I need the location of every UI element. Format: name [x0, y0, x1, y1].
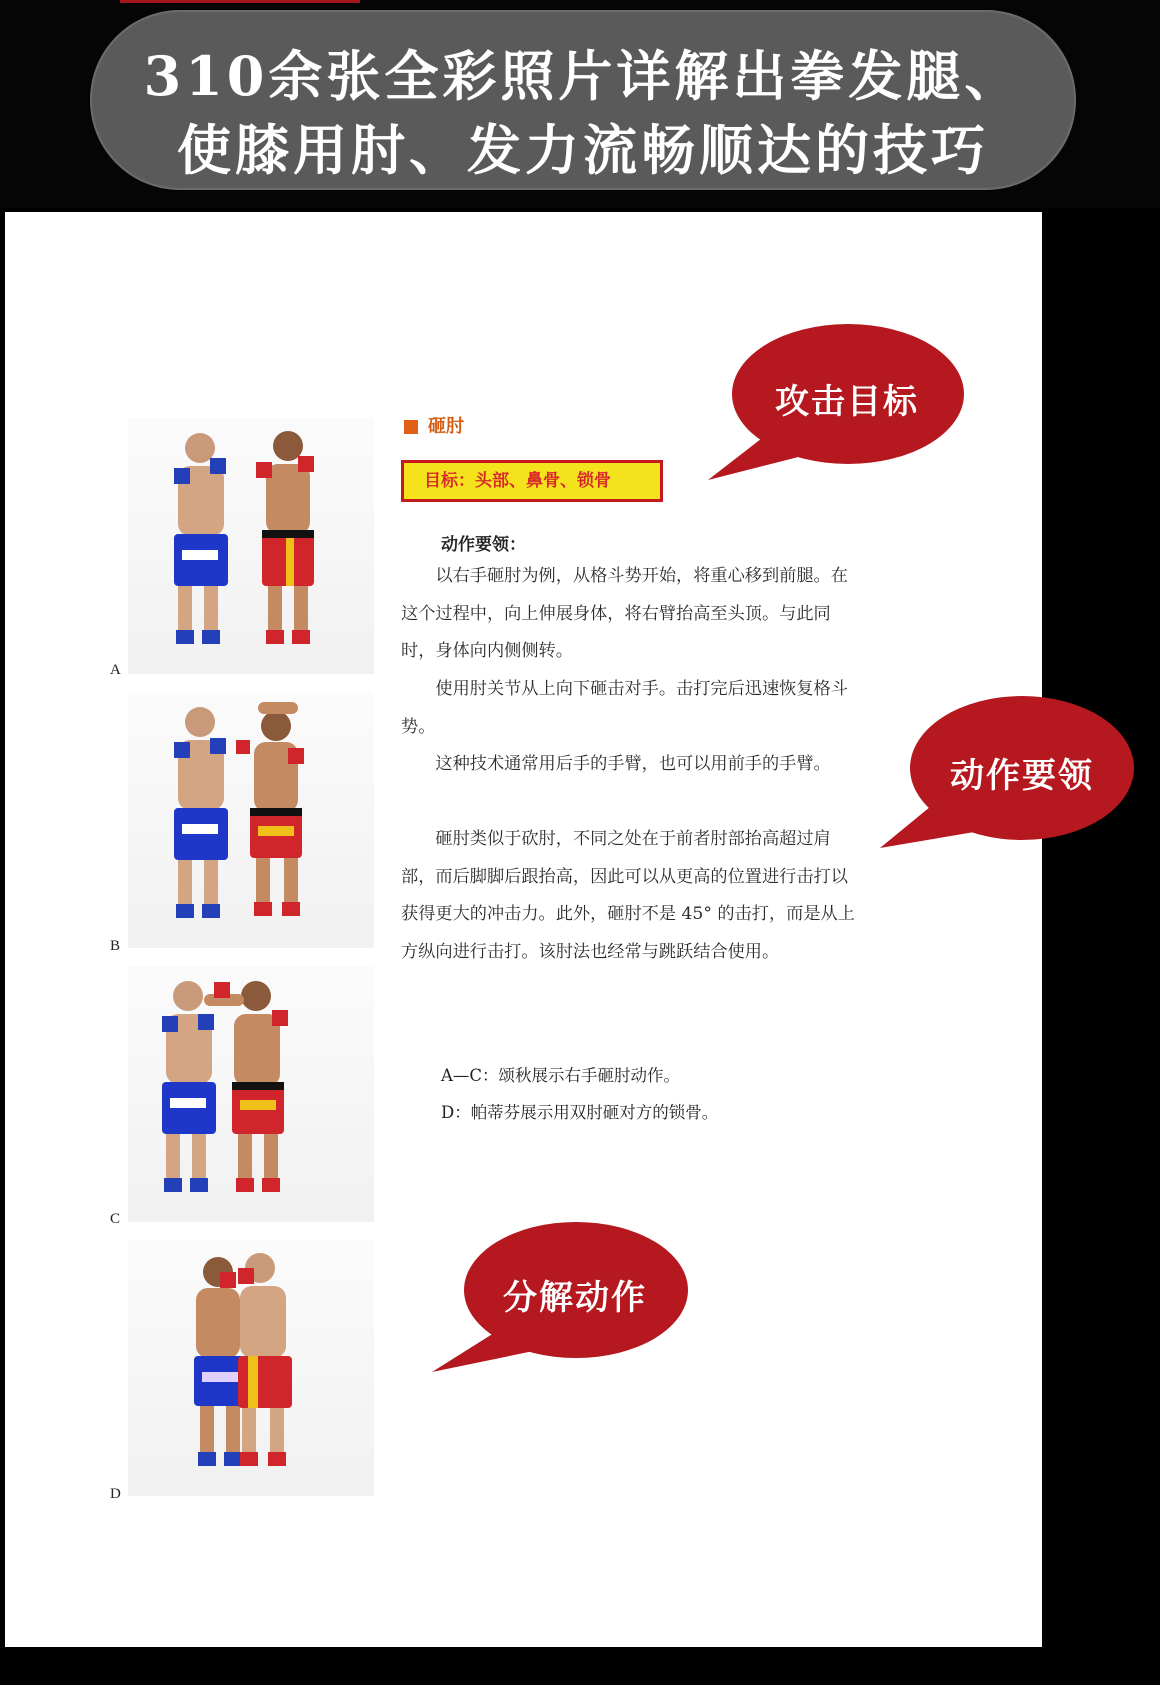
photo-label-a: A	[110, 662, 121, 678]
photo-label-c: C	[110, 1211, 121, 1227]
top-accent-line	[120, 0, 360, 3]
essentials-subtitle: 动作要领：	[441, 535, 526, 555]
paragraph-3: 这种技术通常用后手的手臂，也可以用前手的手臂。	[435, 754, 831, 774]
photo-label-b: B	[110, 938, 121, 954]
bubble-action-essentials	[876, 692, 1140, 862]
fighters-guard-figure	[128, 418, 374, 674]
fighters-elbow-raise-figure	[128, 692, 374, 948]
heading-square-icon	[404, 420, 418, 434]
headline-line-1: 310余张全彩照片详解出拳发腿、	[143, 44, 1023, 108]
paragraph-1: 以右手砸肘为例，从格斗势开始，将重心移到前腿。在这个过程中，向上伸展身体，将右臂抬高至头顶。与此同时，身体向内侧侧转。	[401, 566, 848, 661]
paragraph-4: 砸肘类似于砍肘，不同之处在于前者肘部抬高超过肩部，而后脚脚后跟抬高，因此可以从更高的位置进行击打以获得更大的冲击力。此外，砸肘不是 45° 的击打，而是从上方纵向进行击打。该肘法也经常与跳跃结合使用。	[401, 829, 855, 962]
fighters-clinch-figure	[128, 1240, 374, 1496]
photo-label-d: D	[110, 1486, 121, 1502]
photo-d	[128, 1240, 374, 1496]
bubble-action-essentials-text: 动作要领	[950, 756, 1094, 796]
bottom-band	[0, 1647, 1160, 1685]
paragraph-2: 使用肘关节从上向下砸击对手。击打完后迅速恢复格斗势。	[401, 679, 848, 737]
section-heading: 砸肘	[428, 416, 464, 437]
headline-line-2: 使膝用肘、发力流畅顺达的技巧	[177, 118, 989, 182]
photo-c	[128, 966, 374, 1222]
caption-abc: A—C：颂秋展示右手砸肘动作。	[441, 1066, 681, 1085]
caption-d: D：帕蒂芬展示用双肘砸对方的锁骨。	[441, 1103, 719, 1122]
target-box: 目标：头部、鼻骨、锁骨	[401, 460, 663, 502]
bubble-attack-target-text: 攻击目标	[775, 382, 919, 422]
bubble-breakdown-text: 分解动作	[503, 1278, 647, 1318]
photo-a	[128, 418, 374, 674]
photo-b	[128, 692, 374, 948]
headline-banner	[90, 10, 1076, 190]
fighters-elbow-strike-figure	[128, 966, 374, 1222]
bubble-attack-target	[700, 322, 970, 490]
bubble-breakdown	[426, 1216, 696, 1382]
